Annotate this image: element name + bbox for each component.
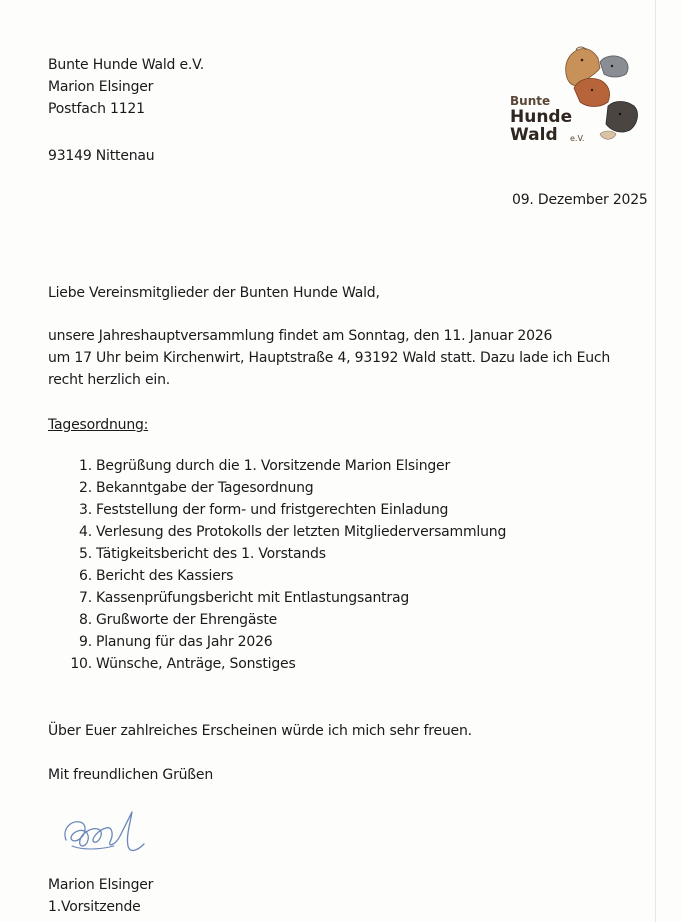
closing-sentence: Über Euer zahlreiches Erscheinen würde ich mich sehr freuen. bbox=[48, 723, 472, 739]
agenda-text: Bekanntgabe der Tagesordnung bbox=[96, 480, 314, 496]
agenda-number: 2. bbox=[79, 480, 92, 496]
agenda-number: 1. bbox=[79, 458, 92, 474]
agenda-number: 5. bbox=[79, 546, 92, 562]
agenda-item bbox=[62, 609, 506, 631]
paragraph-line: unsere Jahreshauptversammlung findet am Sonntag, den 11. Januar 2026 bbox=[48, 328, 553, 344]
logo-word-2: Hunde bbox=[510, 107, 573, 127]
agenda-text: Tätigkeitsbericht des 1. Vorstands bbox=[96, 546, 326, 562]
paragraph-line: recht herzlich ein. bbox=[48, 372, 170, 388]
logo-word-3: Wald bbox=[510, 125, 558, 145]
agenda-number: 4. bbox=[79, 524, 92, 540]
agenda-text: Bericht des Kassiers bbox=[96, 568, 234, 584]
agenda-item bbox=[62, 521, 506, 543]
agenda-item bbox=[62, 455, 506, 477]
paragraph-line: um 17 Uhr beim Kirchenwirt, Hauptstraße 4, 93192 Wald statt. Dazu lade ich Euch bbox=[48, 350, 611, 366]
agenda-text: Begrüßung durch die 1. Vorsitzende Marion Elsinger bbox=[96, 458, 451, 474]
greeting: Liebe Vereinsmitglieder der Bunten Hunde Wald, bbox=[48, 285, 380, 301]
logo-word-1: Bunte bbox=[510, 94, 551, 108]
closing-salutation: Mit freundlichen Grüßen bbox=[48, 767, 213, 783]
agenda-number: 6. bbox=[79, 568, 92, 584]
agenda-number: 3. bbox=[79, 502, 92, 518]
agenda-text: Wünsche, Anträge, Sonstiges bbox=[96, 656, 296, 672]
signatory-name: Marion Elsinger bbox=[48, 877, 154, 893]
agenda-text: Verlesung des Protokolls der letzten Mitgliederversammlung bbox=[96, 524, 507, 540]
agenda-number: 9. bbox=[79, 634, 92, 650]
agenda-heading: Tagesordnung: bbox=[48, 417, 149, 433]
handwritten-signature bbox=[58, 800, 158, 866]
page-edge-line bbox=[655, 0, 656, 922]
sender-org: Bunte Hunde Wald e.V. bbox=[48, 57, 204, 73]
letter-date: 09. Dezember 2025 bbox=[512, 192, 648, 208]
sender-name: Marion Elsinger bbox=[48, 79, 154, 95]
agenda-number: 10. bbox=[70, 656, 92, 672]
sender-city: 93149 Nittenau bbox=[48, 148, 155, 164]
agenda-text: Feststellung der form- und fristgerechten Einladung bbox=[96, 502, 449, 518]
agenda-item bbox=[62, 631, 506, 653]
agenda-item bbox=[62, 587, 506, 609]
agenda-list bbox=[62, 455, 506, 675]
logo-suffix: e.V. bbox=[570, 134, 585, 143]
agenda-number: 7. bbox=[79, 590, 92, 606]
invitation-paragraph bbox=[48, 325, 610, 391]
agenda-item bbox=[62, 499, 506, 521]
agenda-item bbox=[62, 653, 506, 675]
club-logo bbox=[504, 44, 644, 152]
agenda-item bbox=[62, 565, 506, 587]
agenda-text: Kassenprüfungsbericht mit Entlastungsantrag bbox=[96, 590, 410, 606]
agenda-item bbox=[62, 543, 506, 565]
agenda-number: 8. bbox=[79, 612, 92, 628]
agenda-text: Planung für das Jahr 2026 bbox=[96, 634, 273, 650]
agenda-item bbox=[62, 477, 506, 499]
agenda-text: Grußworte der Ehrengäste bbox=[96, 612, 278, 628]
signatory-role: 1.Vorsitzende bbox=[48, 899, 141, 915]
sender-address bbox=[48, 54, 204, 120]
sender-postbox: Postfach 1121 bbox=[48, 101, 145, 117]
